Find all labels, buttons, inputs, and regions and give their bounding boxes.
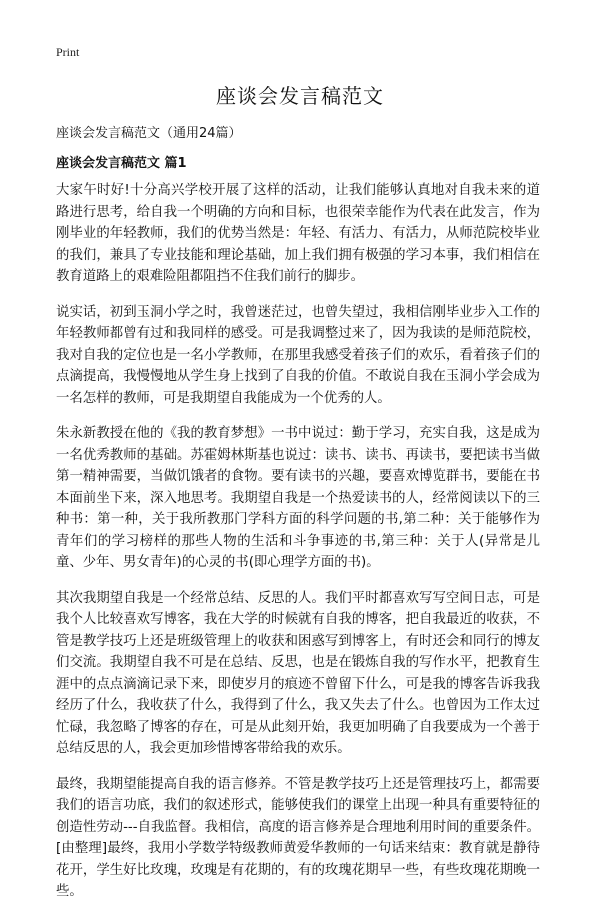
section-heading: 座谈会发言稿范文 篇1 [56, 156, 187, 171]
body-paragraph: 说实话，初到玉洞小学之时，我曾迷茫过，也曾失望过，我相信刚毕业步入工作的年轻教师都曾有过和我同样的感受。可是我调整过来了，因为我读的是师范院校，我对自我的定位也是一名小学教师，在那里我感受着孩子们的欢乐，看着孩子们的点滴提高，我慢慢地从学生身上找到了自我的价值。不敢说自我在玉洞小学会成为一名怎样的教师，可是我期望自我能成为一个优秀的人。 [56, 304, 540, 406]
document-title: 座谈会发言稿范文 [216, 84, 384, 108]
document-body [56, 180, 540, 917]
body-paragraph: 其次我期望自我是一个经常总结、反思的人。我们平时都喜欢写写空间日志，可是我个人比较喜欢写博客，我在大学的时候就有自我的博客，把自我最近的收获，不管是教学技巧上还是班级管理上的收获和困惑写到博客上，有时还会和同行的博友们交流。我期望自我不可是在总结、反思，也是在锻炼自我的写作水平，把教育生涯中的点点滴滴记录下来，即使岁月的痕迹不曾留下什么，可是我的博客告诉我我经历了什么，我收获了什么，我得到了什么，我又失去了什么。也曾因为工作太过忙碌，我忽略了博客的存在，可是从此刻开始，我更加明确了自我要成为一个善于总结反思的人，我会更加珍惜博客带给我的欢乐。 [56, 590, 540, 756]
body-paragraph: 大家午时好!十分高兴学校开展了这样的活动，让我们能够认真地对自我未来的道路进行思考，给自我一个明确的方向和目标，也很荣幸能作为代表在此发言，作为刚毕业的年轻教师，我们的优势当然是：年轻、有活力、有活力，从师范院校毕业的我们，兼具了专业技能和理论基础，加上我们拥有极强的学习本事，我们相信在教育道路上的艰难险阻都阻挡不住我们前行的脚步。 [56, 183, 540, 284]
body-paragraph: 朱永新教授在他的《我的教育梦想》一书中说过：勤于学习，充实自我，这是成为一名优秀教师的基础。苏霍姆林斯基也说过：读书、读书、再读书，要把读书当做第一精神需要，当做饥饿者的食物。要有读书的兴趣，要喜欢博览群书，要能在书本面前坐下来，深入地思考。我期望自我是一个热爱读书的人，经常阅读以下的三种书：第一种，关于我所教那门学科方面的科学问题的书,第二种：关于能够作为青年们的学习榜样的那些人物的生活和斗争事迹的书,第三种：关于人(异常是儿童、少年、男女青年)的心灵的书(即心理学方面的书)。 [56, 426, 540, 570]
print-link[interactable]: Print [56, 45, 80, 59]
document-subtitle: 座谈会发言稿范文（通用24篇） [56, 126, 242, 141]
body-paragraph: 最终，我期望能提高自我的语言修养。不管是教学技巧上还是管理技巧上，都需要我们的语言功底，我们的叙述形式，能够使我们的课堂上出现一种具有重要特征的创造性劳动---自我监督。我相信，高度的语言修养是合理地利用时间的重要条件。[由整理]最终，我用小学数学特级教师黄爱华教师的一句话来结束：教育就是静待花开，学生好比玫瑰，玫瑰是有花期的，有的玫瑰花期早一些，有些玫瑰花期晚一些。 [56, 776, 540, 899]
